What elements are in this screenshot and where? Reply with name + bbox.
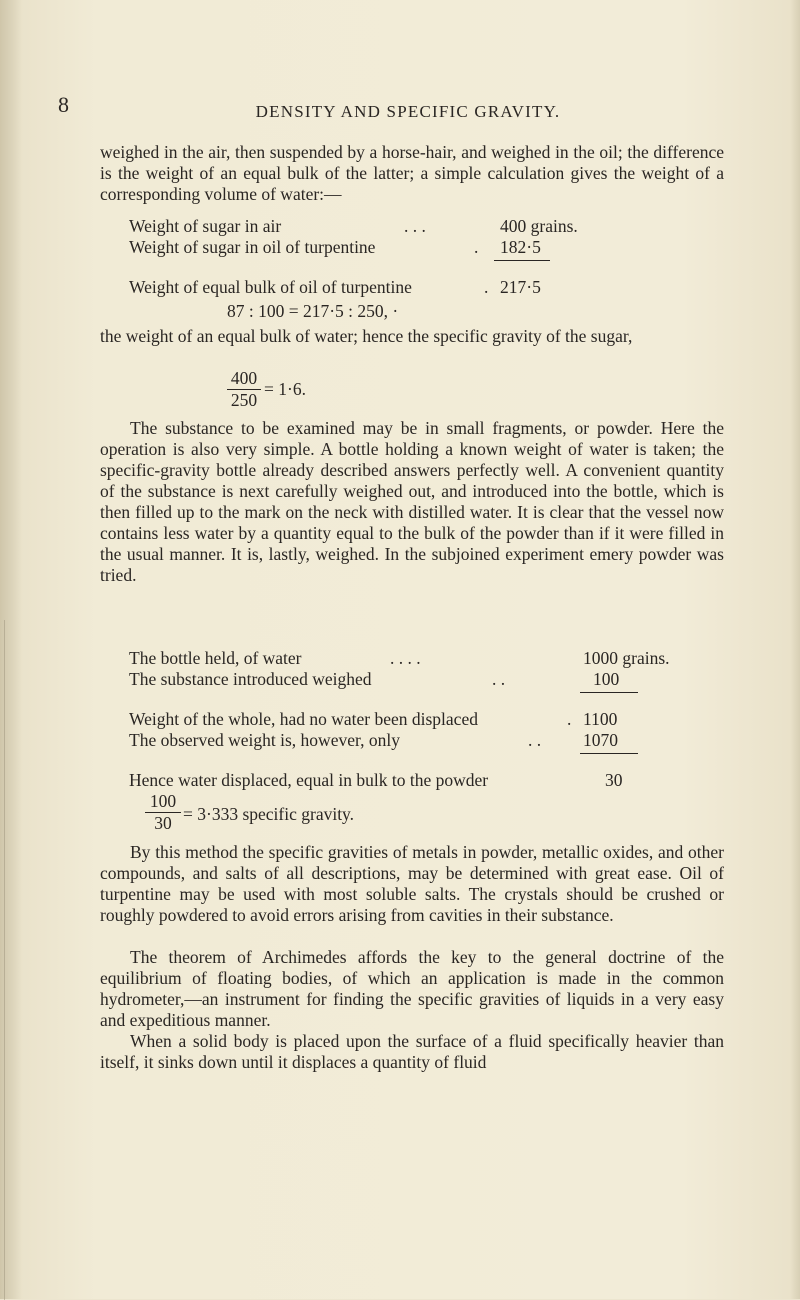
page-right-edge-shadow bbox=[790, 0, 800, 1299]
calc-row-label: The bottle held, of water bbox=[129, 648, 302, 668]
fraction-denominator: 30 bbox=[154, 813, 172, 833]
paragraph-text: The substance to be examined may be in small fragments, or powder. Here the operation is also very simple. A bottle holding a known weight of water is taken; the specific-gravity bottle already described answers perfectly well. A convenient quantity of the substance is next carefully weighed out, and introduced into the bottle, which is then filled up to the mark on the neck with distilled water. It is clear that the vessel now contains less water by a quantity equal to the bulk of the powder than if it were filled in the usual manner. It is, lastly, weighed. In the subjoined experiment emery powder was tried. bbox=[100, 418, 724, 585]
fraction-numerator: 100 bbox=[149, 791, 177, 811]
calc-row-value: 1100 bbox=[583, 709, 618, 729]
paragraph-text: weighed in the air, then suspended by a horse-hair, and weighed in the oil; the difference is the weight of an equal bulk of the latter; a simple calculation gives the weight of a corresponding volume of water:— bbox=[100, 142, 724, 204]
paragraph-archimedes bbox=[100, 947, 724, 1031]
running-head: DENSITY AND SPECIFIC GRAVITY. bbox=[255, 102, 561, 121]
paragraph-solid-body bbox=[100, 1031, 724, 1073]
calc-row-value: 1070 bbox=[583, 730, 618, 750]
calc-result-value: 217·5 bbox=[500, 277, 541, 297]
calc-row-value: 100 bbox=[593, 669, 620, 689]
calc-row-label: Weight of sugar in air bbox=[129, 216, 282, 236]
paragraph-text: By this method the specific gravities of metals in powder, metallic oxides, and other compounds, and salts of all descriptions, may be determined with great ease. Oil of turpentine may be used with most soluble salts. The crystals should be crushed or roughly powdered to avoid errors arising from cavities in their substance. bbox=[100, 842, 724, 925]
calc-result-dots: . bbox=[484, 277, 489, 297]
calc-row-dots: . . . . bbox=[390, 648, 421, 668]
addition-rule bbox=[580, 692, 638, 693]
paragraph-substance-examined bbox=[100, 418, 724, 586]
calc-row-dots: . . bbox=[492, 669, 506, 689]
paragraph-text: the weight of an equal bulk of water; hence the specific gravity of the sugar, bbox=[100, 326, 633, 346]
subtraction-rule bbox=[580, 753, 638, 754]
calc-row-label: Weight of the whole, had no water been displaced bbox=[129, 709, 478, 729]
calc-row-value: 1000 grains. bbox=[583, 648, 670, 668]
calc-row-label: The observed weight is, however, only bbox=[129, 730, 400, 750]
calc-row-dots: . . . bbox=[404, 216, 426, 236]
calc-result-label: Weight of equal bulk of oil of turpentine bbox=[129, 277, 412, 297]
fraction-emery-gravity bbox=[145, 792, 181, 833]
calc-row-label: The substance introduced weighed bbox=[129, 669, 372, 689]
proportion-line: 87 : 100 = 217·5 : 250, · bbox=[227, 301, 399, 321]
calc-row-value: 400 grains. bbox=[500, 216, 578, 236]
calc-row-dots: . bbox=[474, 237, 479, 257]
fraction-result: = 3·333 specific gravity. bbox=[183, 804, 355, 824]
calc-row-label: Weight of sugar in oil of turpentine bbox=[129, 237, 376, 257]
page-number: 8 bbox=[58, 92, 69, 117]
paragraph-equal-bulk bbox=[100, 326, 724, 347]
subtraction-rule bbox=[494, 260, 550, 261]
binding-edge-line bbox=[4, 620, 5, 1300]
fraction-denominator: 250 bbox=[230, 390, 258, 410]
calc-result-value: 30 bbox=[605, 770, 623, 790]
paragraph-method-metals bbox=[100, 842, 724, 926]
paragraph-weighed-in-air bbox=[100, 142, 724, 205]
fraction-sugar-gravity bbox=[227, 369, 261, 410]
fraction-numerator: 400 bbox=[230, 368, 258, 388]
calc-row-value: 182·5 bbox=[500, 237, 541, 257]
paragraph-text: When a solid body is placed upon the surface of a fluid specifically heavier than itself, it sinks down until it displaces a quantity of fluid bbox=[100, 1031, 724, 1072]
fraction-result: = 1·6. bbox=[264, 379, 306, 399]
paragraph-text: The theorem of Archimedes affords the key to the general doctrine of the equilibrium of floating bodies, of which an application is made in the common hydrometer,—an instrument for finding the specific gravities of liquids in a very easy and expeditious manner. bbox=[100, 947, 724, 1030]
calc-result-label: Hence water displaced, equal in bulk to the powder bbox=[129, 770, 489, 790]
calc-row-dots: . bbox=[567, 709, 572, 729]
calc-row-dots: . . bbox=[528, 730, 542, 750]
